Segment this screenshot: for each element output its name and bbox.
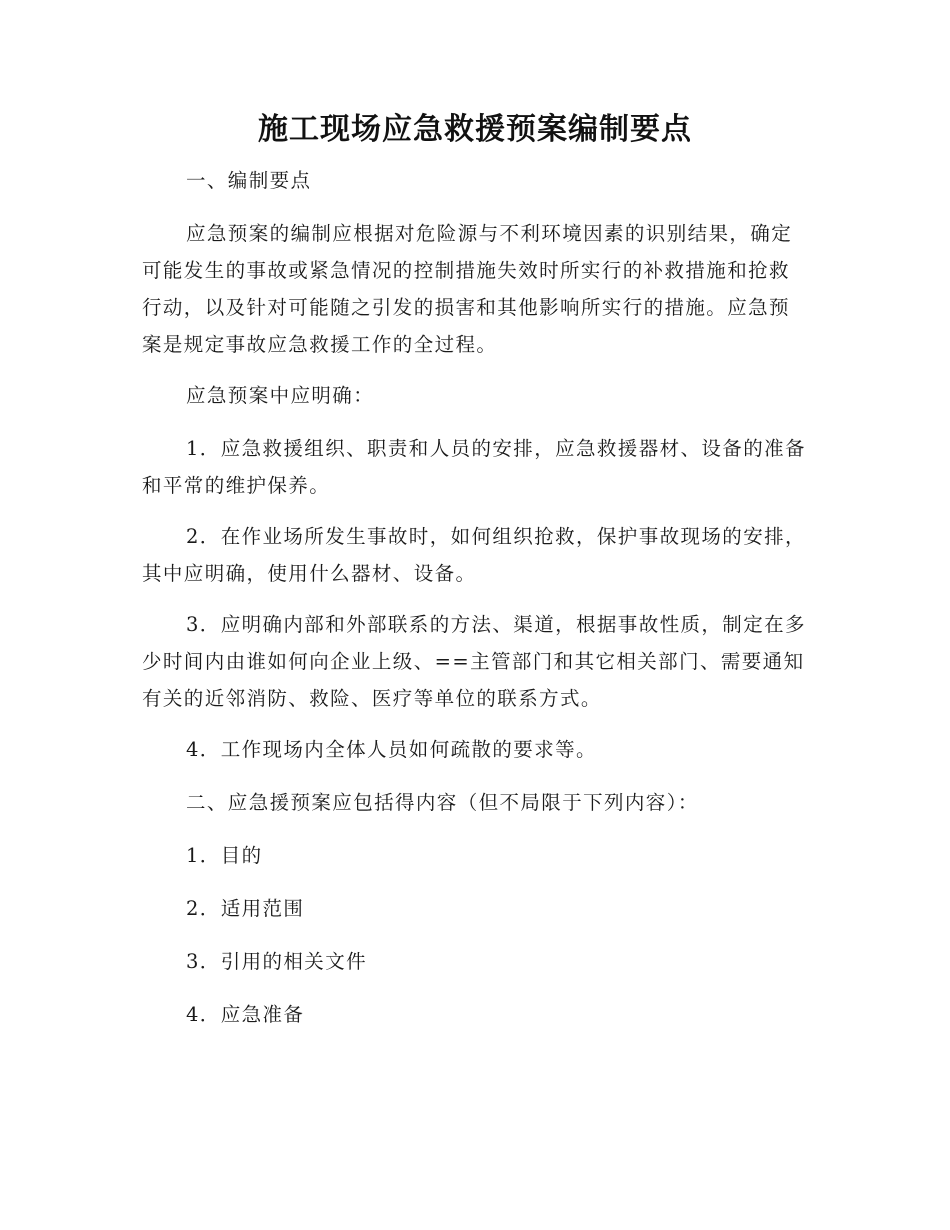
- document-body: [142, 162, 810, 1049]
- list-item-4: 4．工作现场内全体人员如何疏散的要求等。: [186, 738, 597, 761]
- content-item-4: 4．应急准备: [186, 1003, 305, 1026]
- list-item-1: 1．应急救援组织、职责和人员的安排，应急救援器材、设备的准备和平常的维护保养。: [142, 437, 806, 497]
- section-heading-1: 一、编制要点: [186, 169, 312, 192]
- content-item-2: 2．适用范围: [186, 897, 305, 920]
- list-item-2: 2．在作业场所发生事故时，如何组织抢救，保护事故现场的安排，其中应明确，使用什么器材、设备。: [142, 525, 806, 585]
- section-heading-2: 二、应急援预案应包括得内容（但不局限于下列内容）：: [186, 791, 699, 814]
- list-item-3: 3．应明确内部和外部联系的方法、渠道，根据事故性质，制定在多少时间内由谁如何向企业上级、==主管部门和其它相关部门、需要通知有关的近邻消防、救险、医疗等单位的联系方式。: [142, 613, 806, 710]
- content-item-1: 1．目的: [186, 844, 263, 867]
- paragraph-clarify: 应急预案中应明确：: [186, 384, 375, 407]
- paragraph-intro: 应急预案的编制应根据对危险源与不利环境因素的识别结果，确定可能发生的事故或紧急情况的控制措施失效时所实行的补救措施和抢救行动，以及针对可能随之引发的损害和其他影响所实行的措施。应急预案是规定事故应急救援工作的全过程。: [142, 222, 793, 356]
- document-title: 施工现场应急救援预案编制要点: [258, 112, 692, 147]
- content-item-3: 3．引用的相关文件: [186, 950, 368, 973]
